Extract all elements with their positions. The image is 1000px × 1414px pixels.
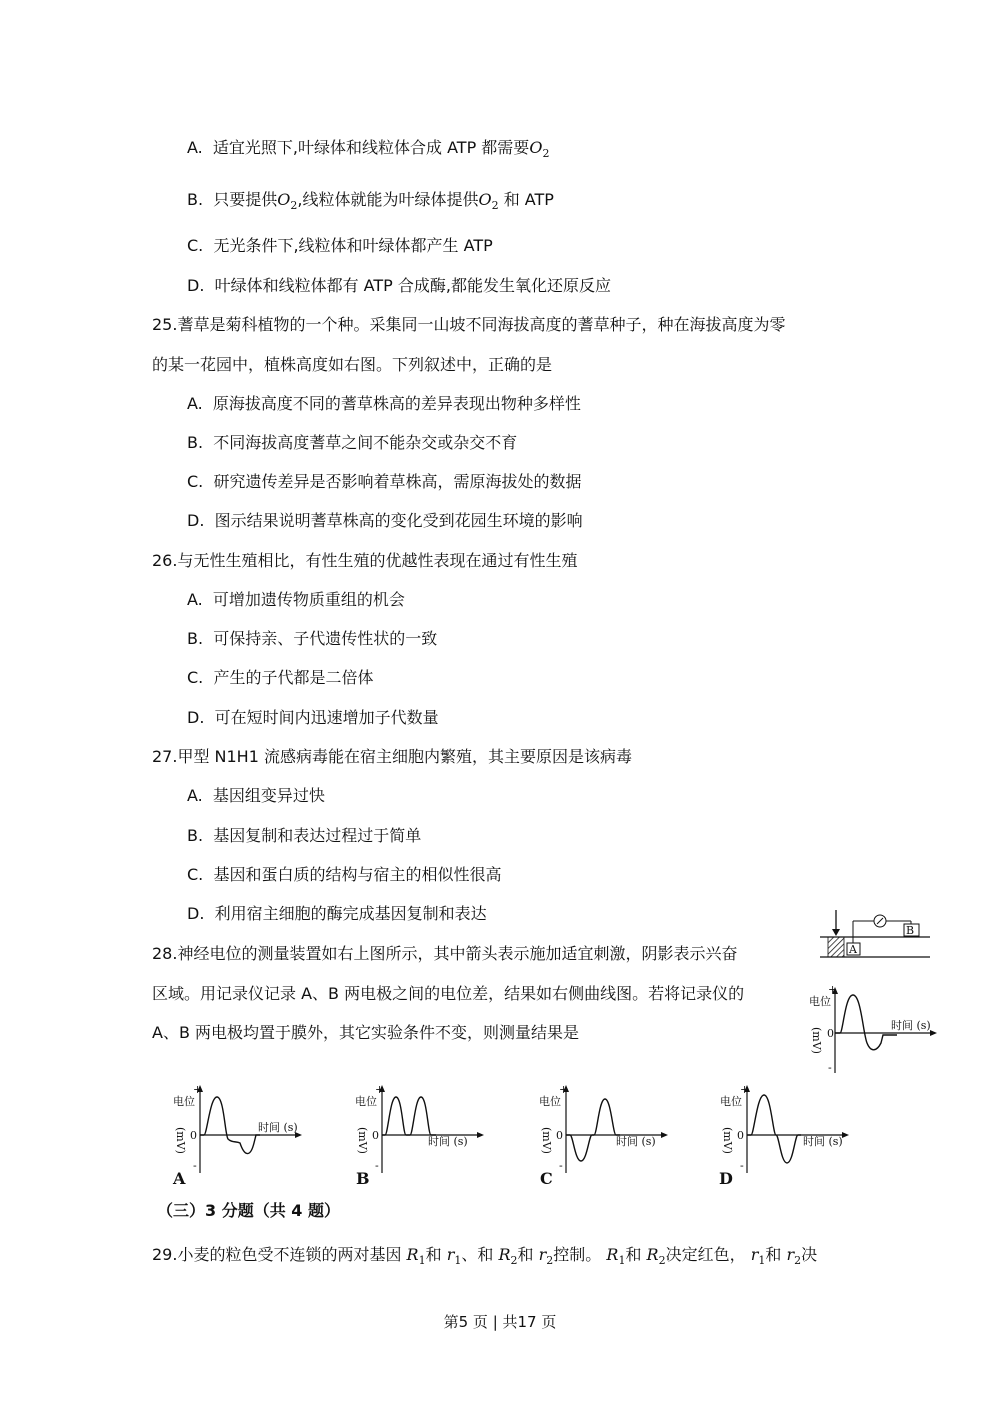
q25-stem-line2: 的某一花园中，植株高度如右图。下列叙述中，正确的是 xyxy=(152,355,553,374)
svg-text:电位: 电位 xyxy=(539,1095,561,1108)
svg-text:电位: 电位 xyxy=(809,995,831,1008)
page-footer: 第5 页 | 共17 页 xyxy=(443,1313,557,1331)
q26-option-d: D. 可在短时间内迅速增加子代数量 xyxy=(187,708,439,727)
option-graph-c xyxy=(536,1083,686,1188)
q27-option-d: D. 利用宿主细胞的酶完成基因复制和表达 xyxy=(187,904,487,923)
graph-label-b: B xyxy=(356,1169,370,1188)
svg-text:电位: 电位 xyxy=(720,1095,742,1108)
q27-stem: 27.甲型 N1H1 流感病毒能在宿主细胞内繁殖，其主要原因是该病毒 xyxy=(152,747,632,766)
svg-text:-: - xyxy=(559,1159,563,1172)
curve-b xyxy=(382,1097,436,1135)
svg-text:-: - xyxy=(740,1159,744,1172)
q24-option-c: C. 无光条件下,线粒体和叶绿体都产生 ATP xyxy=(187,236,493,255)
option-graph-a xyxy=(170,1083,320,1188)
q26-option-b: B. 可保持亲、子代遗传性状的一致 xyxy=(187,629,438,648)
svg-text:(mV): (mV) xyxy=(356,1127,369,1154)
excited-region xyxy=(828,937,844,957)
q26-stem: 26.与无性生殖相比，有性生殖的优越性表现在通过有性生殖 xyxy=(152,551,578,570)
q24-option-d: D. 叶绿体和线粒体都有 ATP 合成酶,都能发生氧化还原反应 xyxy=(187,276,611,295)
svg-text:-: - xyxy=(828,1061,832,1074)
option-graph-d xyxy=(717,1083,867,1188)
svg-text:(mV): (mV) xyxy=(810,1027,823,1054)
q24-option-b: B. 只要提供$O_2$,线粒体就能为叶绿体提供$O_2$ 和 ATP xyxy=(187,190,554,212)
svg-text:(mV): (mV) xyxy=(540,1127,553,1154)
svg-text:0: 0 xyxy=(190,1129,197,1142)
curve-d xyxy=(747,1095,801,1163)
q25-option-d: D. 图示结果说明蓍草株高的变化受到花园生环境的影响 xyxy=(187,511,583,530)
o2-formula: $O_2$ xyxy=(277,190,298,212)
potential-curve xyxy=(835,995,897,1050)
electrode-b-label: B xyxy=(906,924,915,937)
svg-text:电位: 电位 xyxy=(173,1095,195,1108)
svg-text:(mV): (mV) xyxy=(174,1127,187,1154)
curve-c xyxy=(566,1099,620,1161)
q28-stem-line2: 区域。用记录仪记录 A、B 两电极之间的电位差，结果如右侧曲线图。若将记录仪的 xyxy=(152,984,745,1003)
q29-stem: 29.小麦的粒色受不连锁的两对基因 $R_1$和 $r_1$、和 $R_2$和 $r_2$控制。 $R_1$和 $R_2$决定红色， $r_1$和 $r_2$决 xyxy=(152,1245,818,1267)
svg-text:时间 (s): 时间 (s) xyxy=(891,1019,931,1032)
electrode-a-label: A xyxy=(849,943,857,956)
svg-text:+: + xyxy=(375,1083,385,1096)
svg-text:-: - xyxy=(193,1159,197,1172)
svg-text:时间 (s): 时间 (s) xyxy=(616,1135,656,1148)
q27-option-a: A. 基因组变异过快 xyxy=(187,786,325,805)
reference-potential-graph xyxy=(805,985,945,1075)
svg-text:0: 0 xyxy=(556,1129,563,1142)
option-graph-b xyxy=(352,1083,502,1188)
q26-option-c: C. 产生的子代都是二倍体 xyxy=(187,668,374,687)
graph-label-c: C xyxy=(540,1169,553,1188)
svg-text:0: 0 xyxy=(827,1027,834,1040)
graph-label-a: A xyxy=(173,1169,186,1188)
svg-text:时间 (s): 时间 (s) xyxy=(258,1121,298,1134)
svg-text:+: + xyxy=(559,1083,569,1096)
svg-text:+: + xyxy=(193,1083,203,1096)
svg-text:0: 0 xyxy=(372,1129,379,1142)
electrode-apparatus-figure xyxy=(820,905,930,975)
svg-text:0: 0 xyxy=(737,1129,744,1142)
svg-text:+: + xyxy=(740,1083,750,1096)
svg-text:时间 (s): 时间 (s) xyxy=(428,1135,468,1148)
q25-option-c: C. 研究遗传差异是否影响着草株高，需原海拔处的数据 xyxy=(187,472,582,491)
curve-a xyxy=(200,1097,260,1154)
q25-option-a: A. 原海拔高度不同的蓍草株高的差异表现出物种多样性 xyxy=(187,394,581,413)
q28-stem-line1: 28.神经电位的测量装置如右上图所示，其中箭头表示施加适宜刺激，阴影表示兴奋 xyxy=(152,944,738,963)
o2-formula: $O_2$ xyxy=(478,190,499,212)
section-3-title: （三）3 分题（共 4 题） xyxy=(157,1201,340,1220)
graph-label-d: D xyxy=(719,1169,733,1188)
svg-text:-: - xyxy=(375,1159,379,1172)
q28-stem-line3: A、B 两电极均置于膜外，其它实验条件不变，则测量结果是 xyxy=(152,1023,580,1042)
q25-option-b: B. 不同海拔高度蓍草之间不能杂交或杂交不育 xyxy=(187,433,518,452)
svg-text:电位: 电位 xyxy=(355,1095,377,1108)
svg-text:(mV): (mV) xyxy=(721,1127,734,1154)
q27-option-b: B. 基因复制和表达过程过于简单 xyxy=(187,826,422,845)
arrow-head-icon xyxy=(832,929,840,936)
q25-stem-line1: 25.蓍草是菊科植物的一个种。采集同一山坡不同海拔高度的蓍草种子，种在海拔高度为零 xyxy=(152,315,786,334)
svg-text:时间 (s): 时间 (s) xyxy=(803,1135,843,1148)
svg-text:+: + xyxy=(828,983,838,996)
q27-option-c: C. 基因和蛋白质的结构与宿主的相似性很高 xyxy=(187,865,502,884)
q26-option-a: A. 可增加遗传物质重组的机会 xyxy=(187,590,405,609)
o2-formula: $O_2$ xyxy=(529,138,550,160)
q24-option-a: A. 适宜光照下,叶绿体和线粒体合成 ATP 都需要$O_2$ xyxy=(187,138,550,160)
